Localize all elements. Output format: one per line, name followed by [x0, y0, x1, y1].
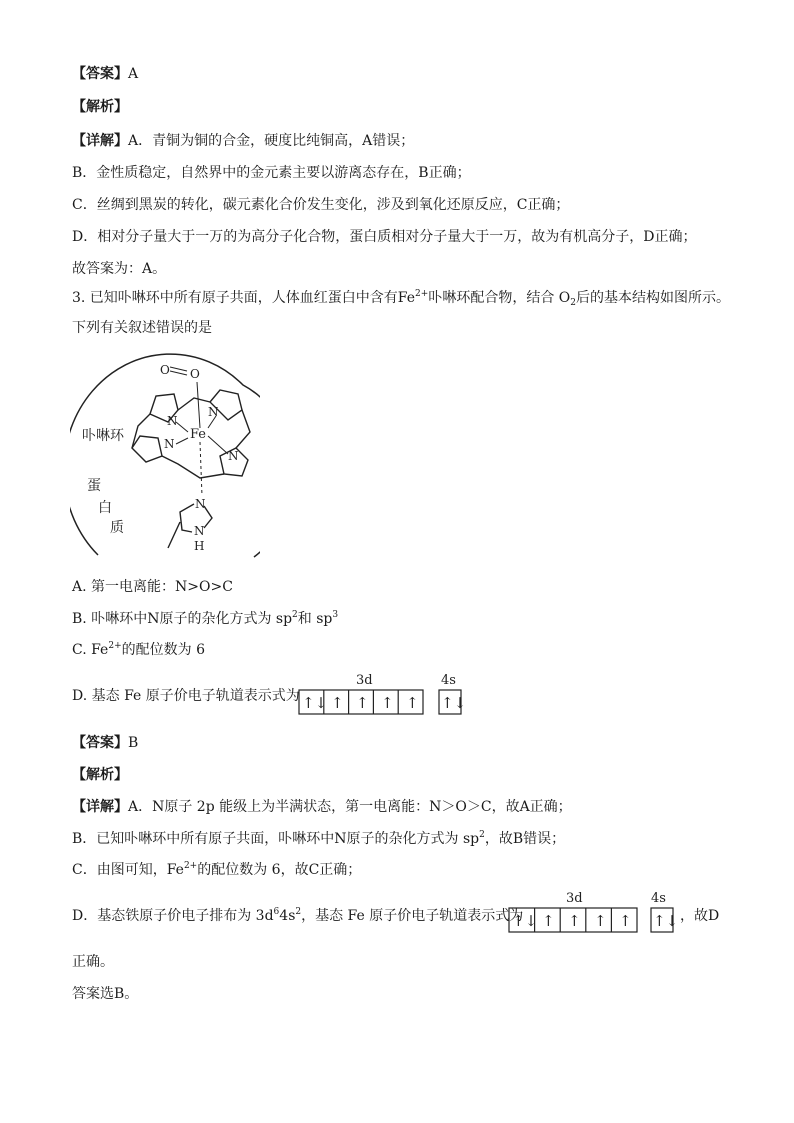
detail-c-text-1: C．由图可知，Fe [72, 862, 184, 878]
q3-detail-b [72, 829, 565, 849]
stem-text-3: 后的基本结构如图所示。 [576, 290, 730, 306]
answer-value: A [128, 66, 139, 82]
orbital-3d-box5-arrow: ↑ [619, 912, 632, 930]
option-b-sup-1: 2 [292, 610, 298, 620]
q3-stem-line2: 下列有关叙述错误的是 [72, 320, 212, 336]
orbital-3d-box1-arrows: ↑↓ [302, 694, 328, 712]
orbital-diagram-explanation [508, 890, 678, 940]
n-label-4: N [228, 449, 239, 463]
heme-structure-figure [70, 352, 260, 572]
o2-oxygen-label-1: O [160, 363, 170, 377]
fe-n-bond-3 [176, 438, 188, 444]
option-c-sup: 2+ [108, 641, 122, 651]
q3-detail-d [72, 906, 523, 926]
orbital-4s-label: 4s [651, 891, 666, 906]
q2-detail-a [72, 131, 414, 151]
fe-n-bond-1 [176, 422, 188, 432]
orbital-4s-box-arrows: ↑↓ [653, 912, 678, 930]
orbital-3d-label: 3d [566, 891, 583, 906]
protein-label-1: 蛋 [87, 478, 101, 494]
option-b-text-1: B. 卟啉环中N原子的杂化方式为 sp [72, 611, 293, 627]
fe-histidine-dashed-bond [200, 442, 202, 496]
detail-d-sup-1: 6 [273, 907, 280, 917]
q3-answer-line [72, 733, 138, 753]
n-label-3: N [164, 437, 175, 451]
detail-b-text-1: B．已知卟啉环中所有原子共面，卟啉环中N原子的杂化方式为 sp [72, 831, 480, 847]
detail-d-sup-2: 2 [295, 907, 302, 917]
q3-detail-c [72, 860, 361, 880]
orbital-3d-label: 3d [356, 673, 373, 688]
q3-option-d: D. 基态 Fe 原子价电子轨道表示式为 [72, 688, 300, 704]
heme-structure-svg [70, 352, 260, 572]
detail-b-sup: 2 [479, 830, 485, 840]
q3-stem-line1 [72, 288, 730, 308]
q2-detail-c: C．丝绸到黑炭的转化，碳元素化合价发生变化，涉及到氧化还原反应，C正确； [72, 197, 570, 213]
q2-analysis-label: 【解析】 [72, 99, 128, 115]
q3-conclusion: 答案选B。 [72, 986, 139, 1002]
n-label-1: N [167, 414, 178, 428]
q3-option-c [72, 640, 205, 660]
fe-o-bond [197, 382, 200, 428]
stem-subscript: 2 [570, 298, 576, 308]
porphyrin-ring-label: 卟啉环 [82, 428, 124, 444]
orbital-3d-box5-arrow: ↑ [406, 694, 419, 712]
fe-label: Fe [190, 427, 207, 442]
o2-oxygen-label-2: O [190, 367, 200, 381]
protein-label-2: 白 [98, 500, 112, 516]
orbital-4s-box-arrows: ↑↓ [441, 694, 467, 712]
orbital-3d-box3-arrow: ↑ [356, 694, 369, 712]
detail-a-text: A．N原子 2p 能级上为半满状态，第一电离能：N＞O＞C，故A正确； [128, 799, 572, 815]
imidazole-n-bottom: N [194, 524, 205, 538]
orbital-diagram-explanation-svg [508, 890, 678, 936]
imidazole-n-top: N [195, 497, 206, 511]
n-label-2: N [208, 405, 219, 419]
q3-detail-a [72, 797, 572, 817]
q3-analysis-label: 【解析】 [72, 767, 128, 783]
detail-a-text: A．青铜为铜的合金，硬度比纯铜高，A错误； [128, 133, 415, 149]
q2-detail-d: D．相对分子量大于一万的为高分子化合物，蛋白质相对分子量大于一万，故为有机高分子，D正确； [72, 229, 697, 245]
detail-d-text-3: ，基态 Fe 原子价电子轨道表示式为 [301, 908, 524, 924]
orbital-3d-box4-arrow: ↑ [594, 912, 607, 930]
q3-option-a: A. 第一电离能：N>O>C [72, 579, 233, 595]
q2-conclusion: 故答案为：A。 [72, 261, 167, 277]
orbital-diagram-svg [298, 672, 468, 718]
orbital-3d-box1-arrows: ↑↓ [512, 912, 538, 930]
o2-double-bond-2 [170, 371, 187, 375]
orbital-3d-box2-arrow: ↑ [542, 912, 555, 930]
histidine-chain [168, 522, 180, 548]
stem-text-2: 卟啉环配合物，结合 O [428, 290, 571, 306]
stem-superscript: 2+ [415, 289, 429, 299]
detail-label: 【详解】 [72, 799, 128, 815]
orbital-3d-box3-arrow: ↑ [568, 912, 581, 930]
orbital-4s-label: 4s [441, 673, 456, 688]
option-c-text-1: C. Fe [72, 642, 109, 658]
o2-double-bond-1 [170, 367, 187, 371]
fe-n-bond-4 [208, 436, 228, 454]
detail-d-text-2: 4s [279, 908, 296, 924]
q3-detail-d-tail: ，故D [680, 908, 720, 924]
q2-detail-b: B．金性质稳定，自然界中的金元素主要以游离态存在，B正确； [72, 165, 471, 181]
q3-option-b [72, 609, 338, 629]
detail-c-sup: 2+ [183, 861, 198, 871]
option-b-text-2: 和 sp [297, 611, 333, 627]
answer-label: 【答案】 [72, 735, 128, 751]
option-b-sup-2: 3 [332, 610, 339, 620]
answer-label: 【答案】 [72, 66, 128, 82]
imidazole-h: H [194, 539, 205, 553]
answer-value: B [128, 735, 139, 751]
protein-label-3: 质 [110, 520, 124, 536]
option-c-text-2: 的配位数为 6 [121, 642, 205, 658]
orbital-3d-box2-arrow: ↑ [331, 694, 344, 712]
q2-answer-line [72, 64, 138, 84]
stem-text-1: 3. 已知卟啉环中所有原子共面，人体血红蛋白中含有Fe [72, 290, 416, 306]
detail-d-text-1: D．基态铁原子价电子排布为 3d [72, 908, 274, 924]
orbital-diagram-option-d [298, 672, 468, 722]
detail-c-text-2: 的配位数为 6，故C正确； [197, 862, 362, 878]
q3-detail-d-line2: 正确。 [72, 954, 114, 970]
detail-b-text-2: ，故B错误； [484, 831, 566, 847]
detail-label: 【详解】 [72, 133, 128, 149]
orbital-3d-box4-arrow: ↑ [381, 694, 394, 712]
